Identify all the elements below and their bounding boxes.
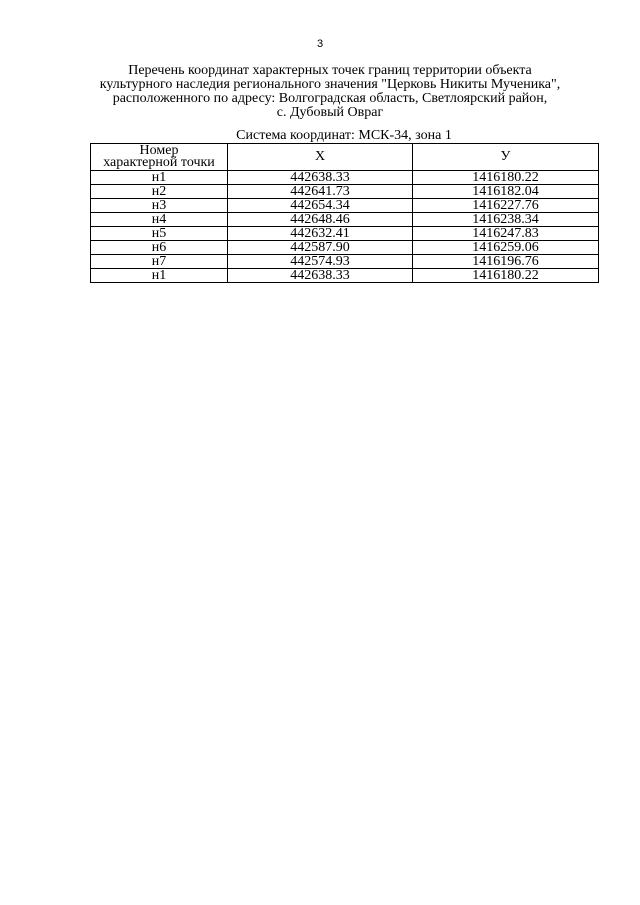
header-point-line2: характерной точки <box>103 155 215 170</box>
cell-point-number: н2 <box>91 185 228 199</box>
table-row <box>91 269 599 283</box>
header-y: У <box>413 144 599 171</box>
table-body <box>91 171 599 283</box>
cell-point-number: н4 <box>91 213 228 227</box>
header-x: X <box>228 144 413 171</box>
cell-y: 1416180.22 <box>413 171 599 185</box>
header-point-number <box>91 144 228 171</box>
cell-x: 442641.73 <box>228 185 413 199</box>
cell-y: 1416182.04 <box>413 185 599 199</box>
title-line: с. Дубовый Овраг <box>276 105 384 120</box>
table-row <box>91 213 599 227</box>
cell-point-number: н1 <box>91 171 228 185</box>
cell-point-number: н6 <box>91 241 228 255</box>
cell-point-number: н1 <box>91 269 228 283</box>
cell-y: 1416227.76 <box>413 199 599 213</box>
cell-point-number: н7 <box>91 255 228 269</box>
cell-point-number: н5 <box>91 227 228 241</box>
cell-x: 442632.41 <box>228 227 413 241</box>
table-row <box>91 185 599 199</box>
coordinates-table <box>90 143 599 283</box>
document-title <box>60 64 600 120</box>
title-line: Перечень координат характерных точек границ территории объекта <box>128 63 532 78</box>
cell-y: 1416259.06 <box>413 241 599 255</box>
title-line: расположенного по адресу: Волгоградская область, Светлоярский район, <box>112 91 548 106</box>
table-row <box>91 241 599 255</box>
cell-x: 442654.34 <box>228 199 413 213</box>
title-line: культурного наследия регионального значения "Церковь Никиты Мученика", <box>99 77 561 92</box>
page-number: 3 <box>316 38 324 50</box>
cell-x: 442638.33 <box>228 269 413 283</box>
table-header-row <box>91 144 599 171</box>
cell-y: 1416247.83 <box>413 227 599 241</box>
table-row <box>91 171 599 185</box>
cell-y: 1416180.22 <box>413 269 599 283</box>
table-row <box>91 199 599 213</box>
header-point-line1: Номер <box>139 143 179 158</box>
cell-x: 442587.90 <box>228 241 413 255</box>
cell-x: 442574.93 <box>228 255 413 269</box>
cell-y: 1416196.76 <box>413 255 599 269</box>
table-row <box>91 255 599 269</box>
cell-y: 1416238.34 <box>413 213 599 227</box>
cell-x: 442638.33 <box>228 171 413 185</box>
cell-point-number: н3 <box>91 199 228 213</box>
table-row <box>91 227 599 241</box>
coordinate-system-caption: Система координат: МСК-34, зона 1 <box>236 128 452 143</box>
cell-x: 442648.46 <box>228 213 413 227</box>
